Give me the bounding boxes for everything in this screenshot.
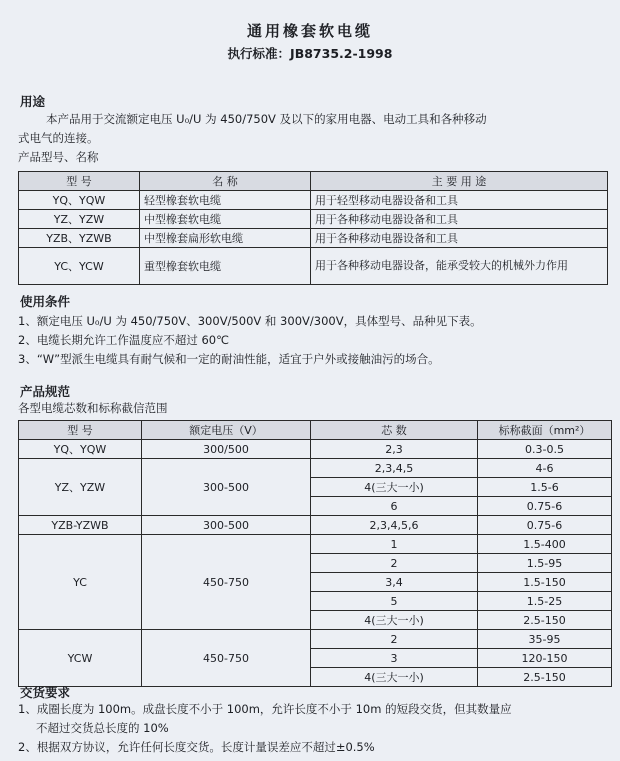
- cores-cell: 4(三大一小): [311, 668, 478, 687]
- model-cell: YC: [19, 535, 142, 630]
- delivery-heading: 交货要求: [20, 685, 71, 700]
- table-cell: YC、YCW: [19, 248, 140, 285]
- table-row: [19, 229, 608, 248]
- section-cell: 1.5-25: [478, 592, 612, 611]
- table-row: [19, 535, 612, 554]
- model-cell: YCW: [19, 630, 142, 687]
- cores-cell: 2,3,4,5: [311, 459, 478, 478]
- cores-cell: 4(三大一小): [311, 611, 478, 630]
- section-cell: 1.5-150: [478, 573, 612, 592]
- cores-cell: 2,3,4,5,6: [311, 516, 478, 535]
- table-cell: 用于各种移动电器设备，能承受较大的机械外力作用: [311, 248, 608, 285]
- cores-cell: 4(三大一小): [311, 478, 478, 497]
- table-cell: 轻型橡套软电缆: [140, 191, 311, 210]
- model-cell: YZB-YZWB: [19, 516, 142, 535]
- section-cell: 2.5-150: [478, 611, 612, 630]
- voltage-cell: 450-750: [142, 630, 311, 687]
- model-cell: YZ、YZW: [19, 459, 142, 516]
- table-cell: YQ、YQW: [19, 191, 140, 210]
- section-cell: 0.75-6: [478, 497, 612, 516]
- cores-cell: 2: [311, 630, 478, 649]
- table-row: [19, 248, 608, 285]
- cores-cell: 6: [311, 497, 478, 516]
- table-cell: 重型橡套软电缆: [140, 248, 311, 285]
- table-header-row: [19, 172, 608, 191]
- usage-text-line-1: 本产品用于交流额定电压 U₀/U 为 450/750V 及以下的家用电器、电动工具和各种移动: [46, 112, 487, 126]
- section-cell: 0.75-6: [478, 516, 612, 535]
- models-table: [18, 171, 608, 285]
- table-cell: 用于各种移动电器设备和工具: [311, 210, 608, 229]
- standard-reference: 执行标准：JB8735.2-1998: [227, 46, 393, 61]
- cores-cell: 1: [311, 535, 478, 554]
- usage-paragraph: [18, 110, 608, 167]
- condition-item: 3、“W”型派生电缆具有耐气候和一定的耐油性能，适宜于户外或接触油污的场合。: [18, 352, 440, 366]
- header-cell: 标称截面（mm²）: [478, 421, 612, 440]
- voltage-cell: 300-500: [142, 459, 311, 516]
- header-cell: 型 号: [19, 421, 142, 440]
- spec-table: [18, 420, 612, 687]
- header-cell: 主 要 用 途: [311, 172, 608, 191]
- header-cell: 芯 数: [311, 421, 478, 440]
- voltage-cell: 450-750: [142, 535, 311, 630]
- table-cell: YZ、YZW: [19, 210, 140, 229]
- conditions-heading: 使用条件: [20, 294, 71, 309]
- cores-cell: 5: [311, 592, 478, 611]
- usage-text-line-2: 式电气的连接。: [18, 131, 99, 145]
- model-cell: YQ、YQW: [19, 440, 142, 459]
- usage-heading: 用途: [20, 94, 46, 109]
- table-cell: 用于各种移动电器设备和工具: [311, 229, 608, 248]
- header-cell: 名 称: [140, 172, 311, 191]
- section-cell: 4-6: [478, 459, 612, 478]
- header-cell: 型 号: [19, 172, 140, 191]
- delivery-item-1-cont: 不超过交货总长度的 10%: [36, 721, 169, 735]
- header-cell: 额定电压（V）: [142, 421, 311, 440]
- voltage-cell: 300/500: [142, 440, 311, 459]
- table-cell: YZB、YZWB: [19, 229, 140, 248]
- section-cell: 1.5-95: [478, 554, 612, 573]
- cores-cell: 3,4: [311, 573, 478, 592]
- condition-item: 1、额定电压 U₀/U 为 450/750V、300V/500V 和 300V/300V，具体型号、品种见下表。: [18, 314, 482, 328]
- cores-cell: 3: [311, 649, 478, 668]
- condition-item: 2、电缆长期允许工作温度应不超过 60℃: [18, 333, 230, 347]
- conditions-list: [18, 312, 612, 369]
- table-row: [19, 191, 608, 210]
- table-row: [19, 630, 612, 649]
- table-row: [19, 440, 612, 459]
- models-caption: 产品型号、名称: [18, 150, 99, 164]
- cores-cell: 2: [311, 554, 478, 573]
- table-row: [19, 516, 612, 535]
- table-cell: 中型橡套软电缆: [140, 210, 311, 229]
- table-cell: 用于轻型移动电器设备和工具: [311, 191, 608, 210]
- table-header-row: [19, 421, 612, 440]
- section-cell: 2.5-150: [478, 668, 612, 687]
- voltage-cell: 300-500: [142, 516, 311, 535]
- section-cell: 35-95: [478, 630, 612, 649]
- section-cell: 1.5-400: [478, 535, 612, 554]
- delivery-item-2: 2、根据双方协议，允许任何长度交货。长度计量误差应不超过±0.5%: [18, 740, 375, 754]
- spec-heading: 产品规范: [20, 384, 71, 399]
- table-cell: 中型橡套扁形软电缆: [140, 229, 311, 248]
- section-cell: 1.5-6: [478, 478, 612, 497]
- section-cell: 120-150: [478, 649, 612, 668]
- table-row: [19, 459, 612, 478]
- cores-cell: 2,3: [311, 440, 478, 459]
- delivery-list: [18, 700, 612, 757]
- page-title: 通用橡套软电缆: [246, 22, 373, 40]
- delivery-item-1: 1、成圈长度为 100m。成盘长度不小于 100m，允许长度不小于 10m 的短段交货，但其数量应: [18, 702, 512, 716]
- table-row: [19, 210, 608, 229]
- section-cell: 0.3-0.5: [478, 440, 612, 459]
- spec-caption: 各型电缆芯数和标称截信范围: [18, 401, 168, 415]
